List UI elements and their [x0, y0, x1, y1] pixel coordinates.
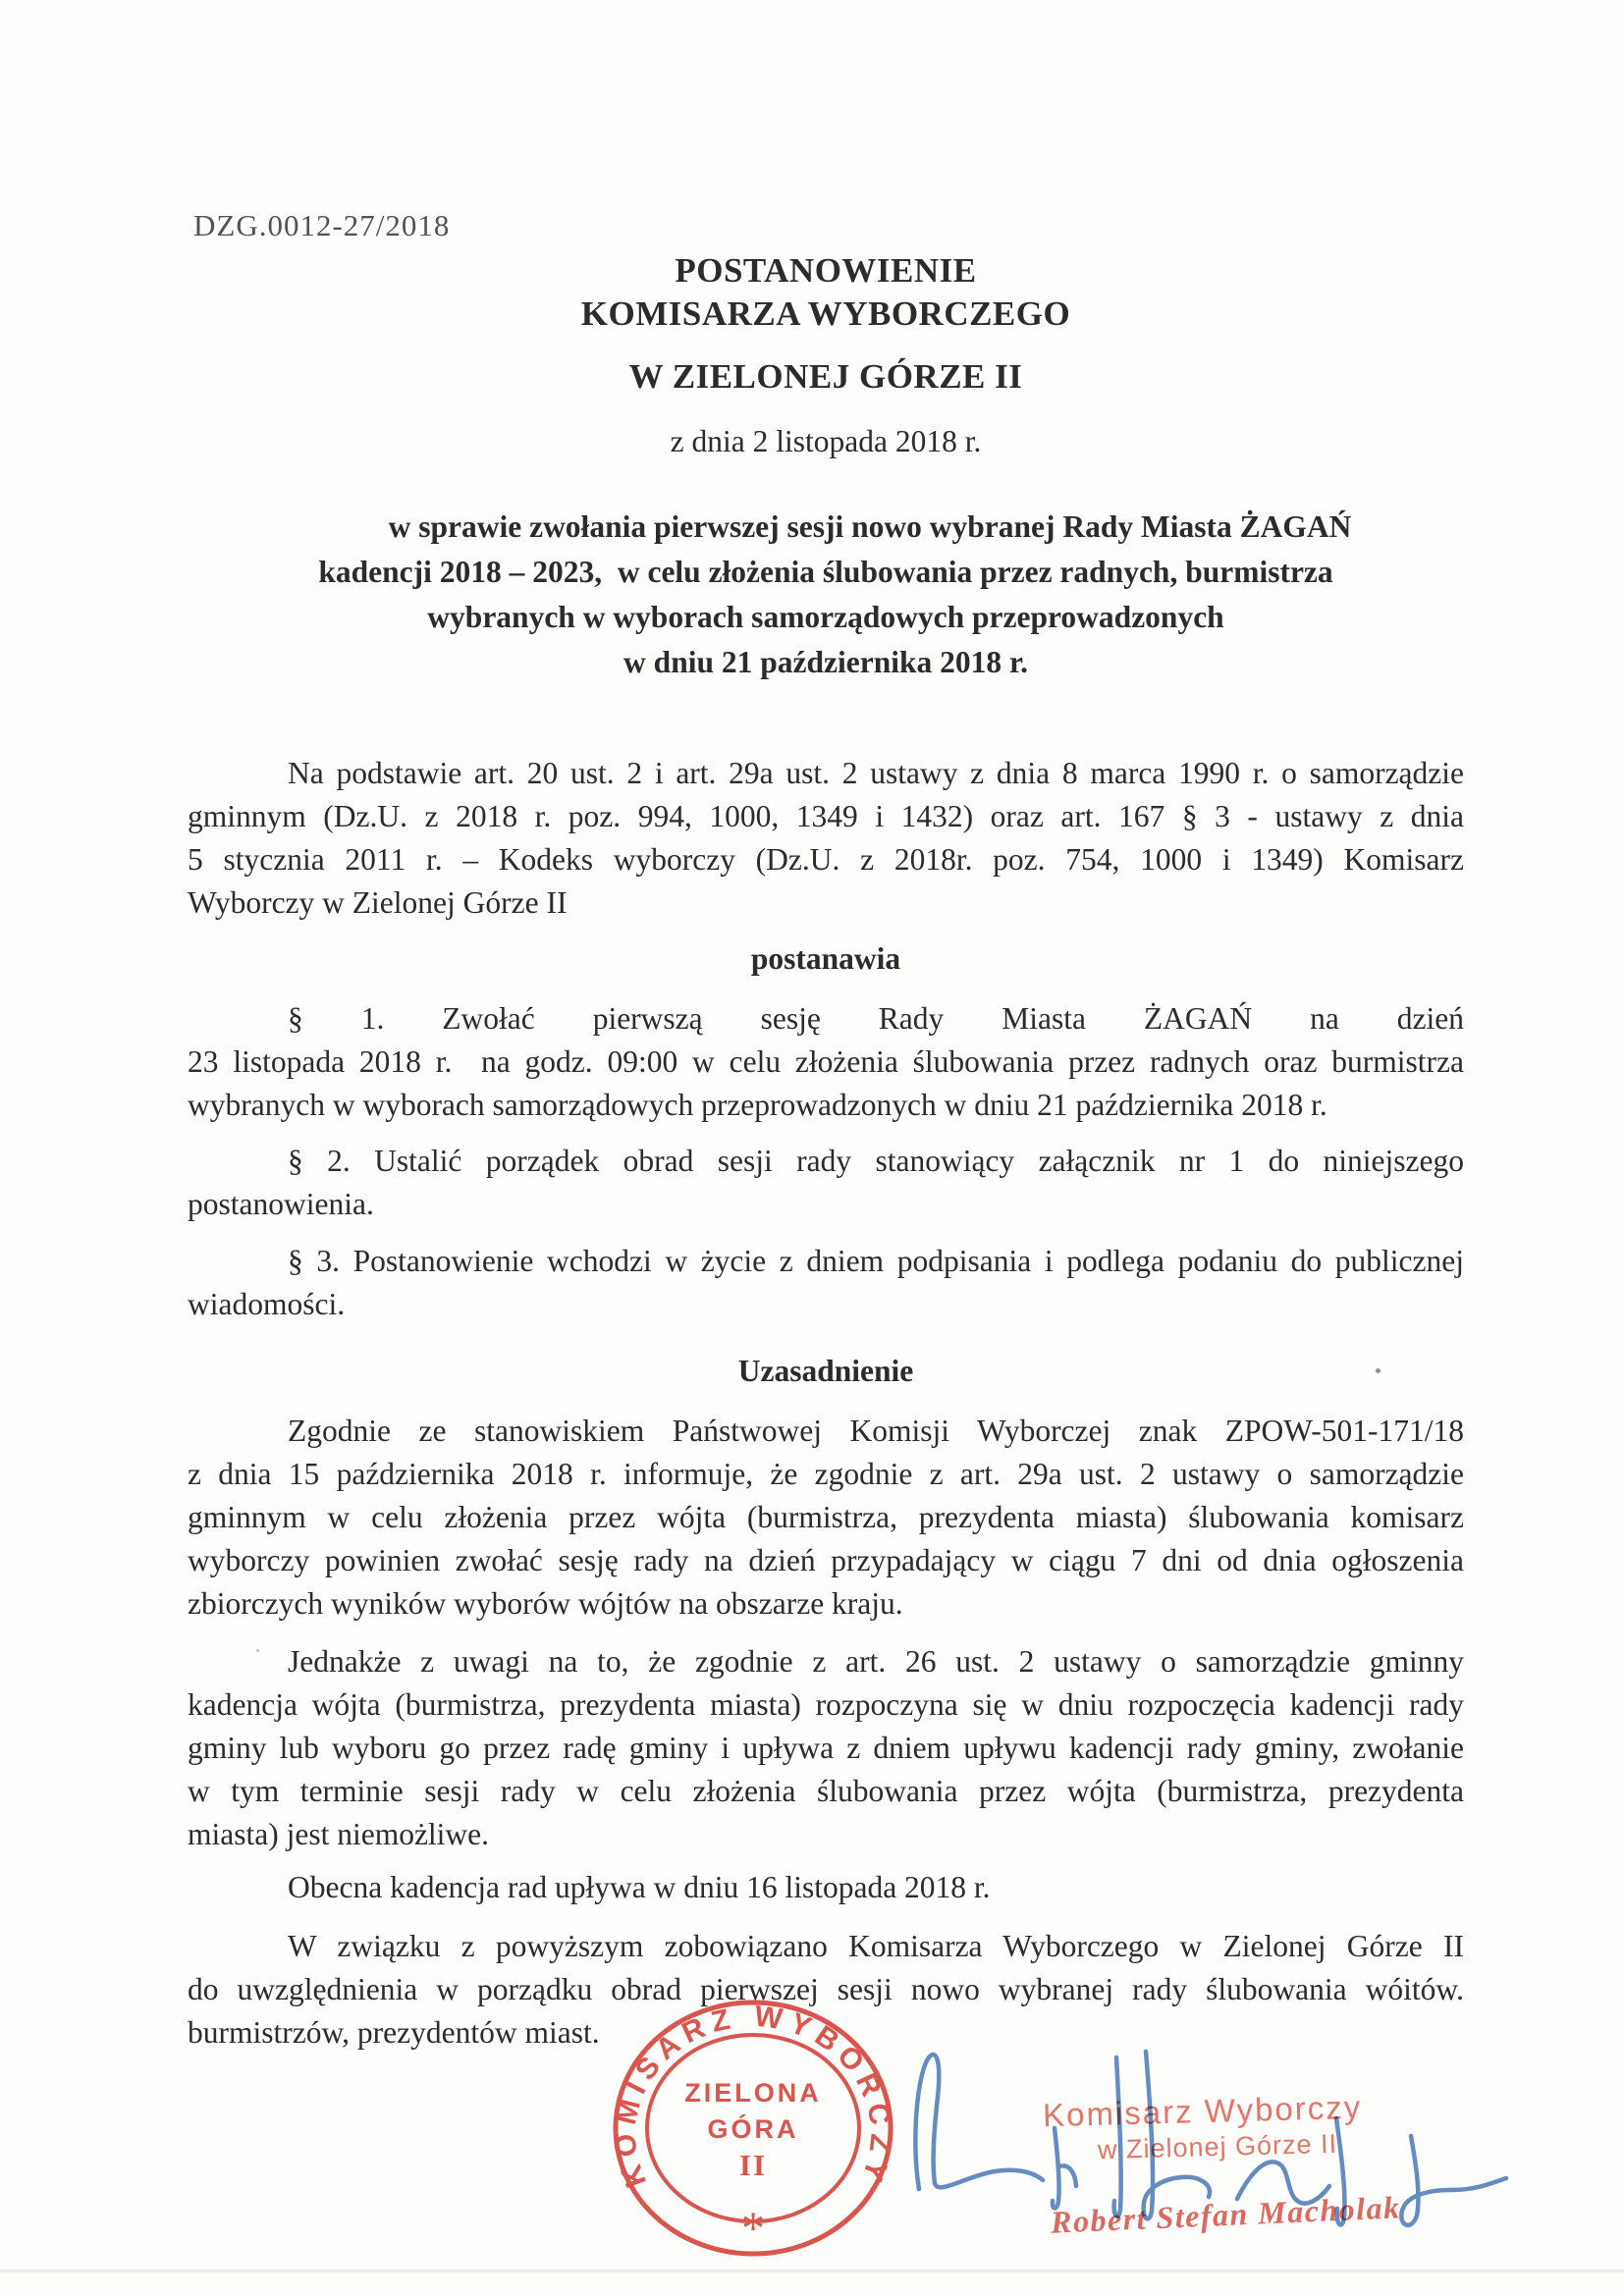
- text-line: wyborczy powinien zwołać sesję rady na dzień przypadający w ciągu 7 dni od dnia ogłoszenia: [188, 1543, 1464, 1577]
- title-line-1: POSTANOWIENIE: [675, 251, 977, 290]
- text-line: W związku z powyższym zobowiązano Komisarza Wyborczego w Zielonej Górze II: [288, 1929, 1464, 1963]
- signature-stroke: [915, 2055, 1043, 2189]
- stamp-center-line-2: GÓRA: [707, 2114, 799, 2144]
- text-line: burmistrzów, prezydentów miast.: [188, 2015, 600, 2050]
- signature-stroke: [1237, 2162, 1329, 2203]
- text-line: kadencja wójta (burmistrza, prezydenta miasta) rozpoczyna się w dniu rozpoczęcia kadencji rady: [188, 1687, 1464, 1722]
- signature-stroke: [1401, 2136, 1506, 2225]
- signature-ink-strokes: [884, 2022, 1532, 2296]
- signature-stroke: [1144, 2052, 1210, 2218]
- official-round-stamp: [596, 1981, 910, 2295]
- document-date: z dnia 2 listopada 2018 r.: [670, 424, 982, 458]
- text-line: gminnym w celu złożenia przez wójta (burmistrza, prezydenta miasta) ślubowania komisarz: [188, 1500, 1464, 1534]
- subject-line: kadencji 2018 – 2023, w celu złożenia ślubowania przez radnych, burmistrza: [318, 555, 1333, 589]
- text-line: Na podstawie art. 20 ust. 2 i art. 29a ust. 2 ustawy z dnia 8 marca 1990 r. o samorządzie: [288, 756, 1464, 790]
- legal-basis-paragraph: [188, 752, 1464, 925]
- title-line-3: W ZIELONEJ GÓRZE II: [628, 357, 1023, 396]
- subject-block: [188, 505, 1464, 685]
- subject-line: wybranych w wyborach samorządowych przeprowadzonych: [427, 600, 1224, 634]
- subject-line: w sprawie zwołania pierwszej sesji nowo wybranej Rady Miasta ŻAGAŃ: [388, 509, 1352, 544]
- signer-name: Robert Stefan Macholak: [1050, 2189, 1402, 2240]
- stamp-center-line-3: II: [738, 2148, 768, 2182]
- justification-paragraph-1: [188, 1410, 1464, 1626]
- stamp-asterisk-mark: *: [741, 2203, 765, 2255]
- signer-title-line-2: w Zielonej Górze II: [1097, 2128, 1338, 2165]
- paragraph-2: [188, 1140, 1464, 1226]
- resolve-word: postanawia: [750, 941, 901, 976]
- text-line: z dnia 15 października 2018 r. informuje, że zgodnie z art. 29a ust. 2 ustawy o samorządzie: [188, 1457, 1464, 1491]
- reference-number: DZG.0012-27/2018: [193, 208, 451, 242]
- text-line: Jednakże z uwagi na to, że zgodnie z art. 26 ust. 2 ustawy o samorządzie gminny: [288, 1644, 1464, 1679]
- text-line: do uwzględnienia w porządku obrad pierwszej sesji nowo wybranej rady ślubowania wóitów.: [188, 1972, 1464, 2006]
- text-line: wybranych w wyborach samorządowych przeprowadzonych w dniu 21 października 2018 r.: [188, 1088, 1327, 1122]
- title-line-2: KOMISARZA WYBORCZEGO: [580, 294, 1071, 333]
- text-line: w tym terminie sesji rady w celu złożenia ślubowania przez wójta (burmistrza, prezydenta: [188, 1774, 1464, 1808]
- stamp-center-line-1: ZIELONA: [684, 2078, 822, 2108]
- text-line: zbiorczych wyników wyborów wójtów na obszarze kraju.: [188, 1586, 903, 1621]
- text-line: gminnym (Dz.U. z 2018 r. poz. 994, 1000, 1349 i 1432) oraz art. 167 § 3 - ustawy z dnia: [188, 799, 1464, 833]
- text-line: postanowienia.: [188, 1187, 374, 1221]
- text-line: miasta) jest niemożliwe.: [188, 1817, 490, 1851]
- justification-paragraph-2: [188, 1640, 1464, 1856]
- text-line: Obecna kadencja rad upływa w dniu 16 listopada 2018 r.: [288, 1870, 991, 1904]
- text-line: 23 listopada 2018 r. na godz. 09:00 w celu złożenia ślubowania przez radnych oraz burmistrza: [188, 1044, 1464, 1079]
- text-line: § 2. Ustalić porządek obrad sesji rady stanowiący załącznik nr 1 do niniejszego: [288, 1144, 1464, 1178]
- text-line: § 1. Zwołać pierwszą sesję Rady Miasta ŻAGAŃ na dzień: [288, 1001, 1464, 1036]
- text-line: Wyborczy w Zielonej Górze II: [188, 885, 568, 920]
- scan-artifact-dot: [1376, 1368, 1380, 1373]
- text-line: § 3. Postanowienie wchodzi w życie z dniem podpisania i podlega podaniu do publicznej: [288, 1244, 1464, 1278]
- paragraph-3: [188, 1240, 1464, 1326]
- text-line: 5 stycznia 2011 r. – Kodeks wyborczy (Dz.U. z 2018r. poz. 754, 1000 i 1349) Komisarz: [188, 842, 1464, 877]
- text-line: Zgodnie ze stanowiskiem Państwowej Komisji Wyborczej znak ZPOW-501-171/18: [288, 1414, 1464, 1448]
- text-line: wiadomości.: [188, 1287, 346, 1321]
- signer-title-line-1: Komisarz Wyborczy: [1042, 2088, 1363, 2134]
- justification-paragraph-3: [188, 1866, 1464, 1909]
- scan-edge-line: [0, 2269, 1624, 2272]
- signature-stroke: [1114, 2057, 1121, 2216]
- paragraph-1: [188, 997, 1464, 1127]
- subject-line: w dniu 21 października 2018 r.: [623, 645, 1028, 679]
- signature-stroke: [1336, 2118, 1344, 2224]
- stamp-ring-text: KOMISARZ WYBORCZY: [609, 2000, 897, 2192]
- text-line: gminy lub wyboru go przez radę gminy i upływa z dniem upływu kadencji rady gminy, zwołanie: [188, 1731, 1464, 1765]
- justification-heading: Uzasadnienie: [737, 1354, 914, 1388]
- signature-stroke: [1059, 2165, 1076, 2186]
